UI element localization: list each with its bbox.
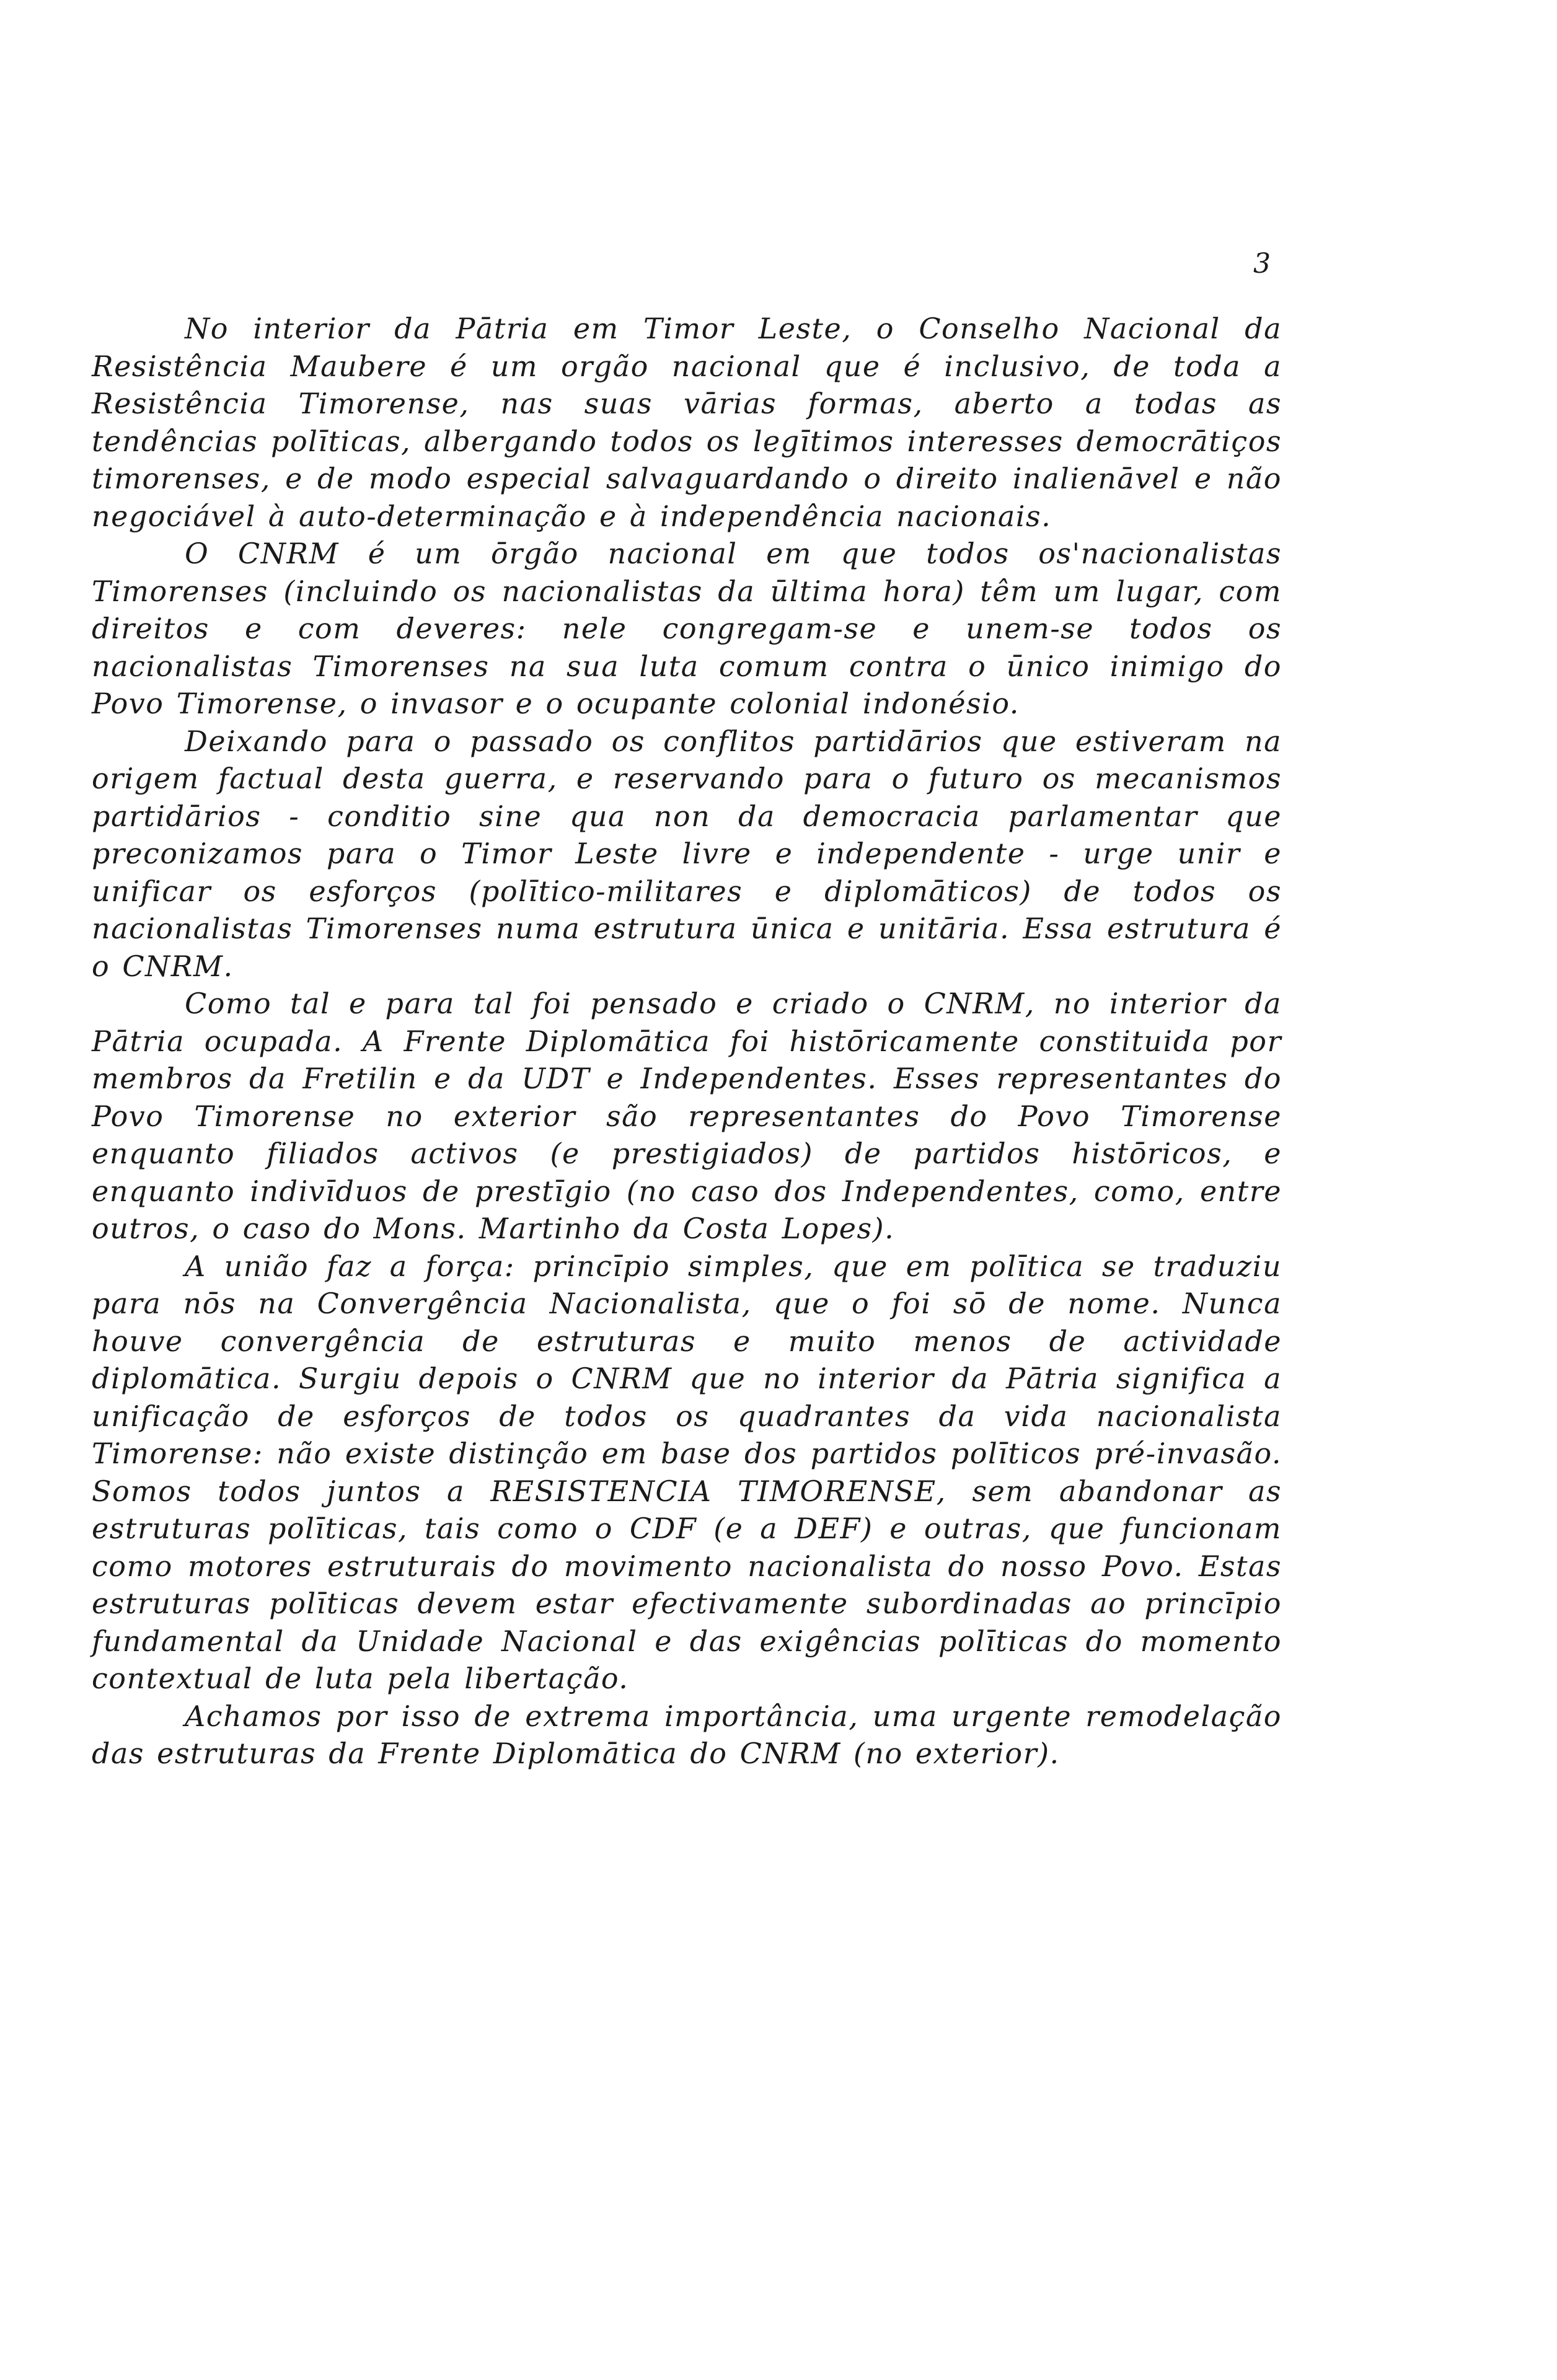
paragraph: Deixando para o passado os conflitos partidārios que estiveram na origem factual desta guerra, e reservando para o futuro os mecanismos partidārios - conditio sine qua non da democracia parlamentar que preconizamos para o Timor Leste livre e independente - urge unir e unificar os esforços (polītico-militares e diplomāticos) de todos os nacionalistas Timorenses numa estrutura ūnica e unitāria. Essa estrutura é o CNRM. <box>92 724 1282 983</box>
paragraph: Como tal e para tal foi pensado e criado o CNRM, no interior da Pātria ocupada. A Frente Diplomātica foi histōricamente constituida por membros da Fretilin e da UDT e Independentes. Esses representantes do Povo Timorense no exterior são representantes do Povo Timorense enquanto filiados activos (e prestigiados) de partidos histōricos, e enquanto indivīduos de prestīgio (no caso dos Independentes, como, entre outros, o caso do Mons. Martinho da Costa Lopes). <box>92 987 1282 1245</box>
paragraph: Achamos por isso de extrema importância, uma urgente remodelação das estruturas da Frente Diplomātica do CNRM (no exterior). <box>92 1699 1282 1770</box>
page-number: 3 <box>1253 248 1271 280</box>
paragraph: O CNRM é um ōrgão nacional em que todos os'nacionalistas Timorenses (incluindo os nacionalistas da ūltima hora) têm um lugar, com direitos e com deveres: nele congregam-se e unem-se todos os nacionalistas Timorenses na sua luta comum contra o ūnico inimigo do Povo Timorense, o invasor e o ocupante colonial indonésio. <box>92 537 1282 720</box>
paragraph: A união faz a força: princīpio simples, que em polītica se traduziu para nōs na Convergência Nacionalista, que o foi sō de nome. Nunca houve convergência de estruturas e muito menos de actividade diplomātica. Surgiu depois o CNRM que no interior da Pātria significa a unificação de esforços de todos os quadrantes da vida nacionalista Timorense: não existe distinção em base dos partidos polīticos pré-invasão. Somos todos juntos a RESISTENCIA TIMORENSE, sem abandonar as estruturas polīticas, tais como o CDF (e a DEF) e outras, que funcionam como motores estruturais do movimento nacionalista do nosso Povo. Estas estruturas polīticas devem estar efectivamente subordinadas ao princīpio fundamental da Unidade Nacional e das exigências polīticas do momento contextual de luta pela libertação. <box>92 1249 1282 1695</box>
document-body <box>92 310 1282 1773</box>
paragraph: No interior da Pātria em Timor Leste, o Conselho Nacional da Resistência Maubere é um orgão nacional que é inclusivo, de toda a Resistência Timorense, nas suas vārias formas, aberto a todas as tendências polīticas, albergando todos os legītimos interesses democrātiços timorenses, e de modo especial salvaguardando o direito inalienāvel e não negociável à auto-determinação e à independência nacionais. <box>92 312 1282 533</box>
